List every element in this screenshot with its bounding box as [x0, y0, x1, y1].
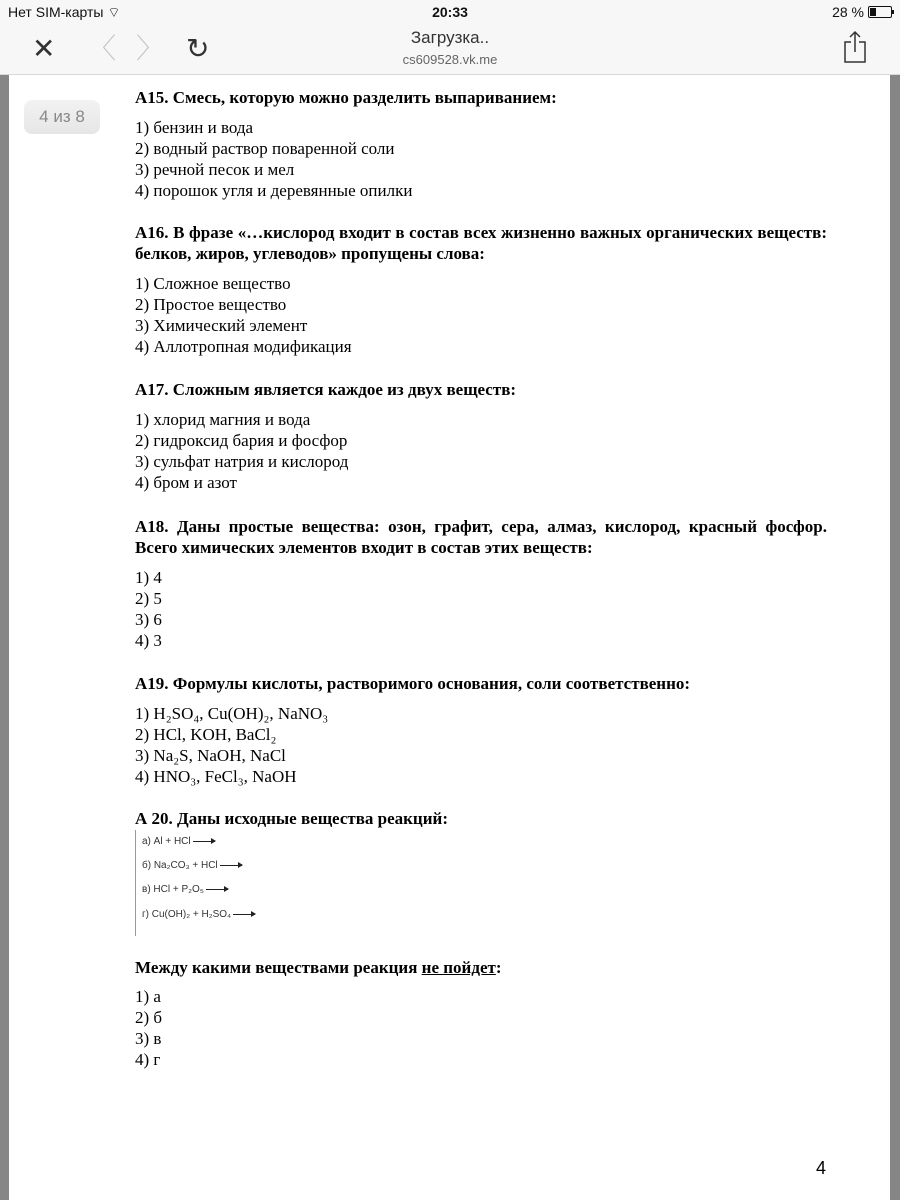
forward-icon[interactable]: 〉 [136, 33, 165, 64]
reaction-b: б) Na₂CO₃ + HCl [142, 860, 242, 871]
page-title: Загрузка.. [410, 28, 490, 47]
option: 2) б [135, 1008, 163, 1027]
option: 3) речной песок и мел [135, 160, 295, 179]
question-title: А19. Формулы кислоты, растворимого основания, соли соответственно: [135, 674, 691, 693]
reaction-g: г) Cu(OH)₂ + H₂SO₄ [142, 909, 255, 920]
share-icon[interactable] [843, 30, 867, 70]
address-url[interactable]: cs609528.vk.me [402, 52, 498, 67]
status-bar [0, 0, 900, 24]
question-title: А17. Сложным является каждое из двух веществ: [135, 380, 517, 399]
option: 4) Аллотропная модификация [135, 337, 352, 356]
battery-icon [868, 6, 892, 18]
option: 1) а [135, 987, 161, 1006]
battery-indicator: 28 % [832, 4, 892, 20]
question-options [135, 117, 827, 201]
option: 3) Na₂S, NaOH, NaCl [135, 746, 286, 765]
clock: 20:33 [432, 4, 468, 20]
reactions-image [135, 830, 286, 936]
option: 3) сульфат натрия и кислород [135, 452, 349, 471]
question-options [135, 273, 827, 357]
reaction-a: а) Al + HCl [142, 836, 215, 847]
arrow-icon [193, 841, 215, 842]
option: 4) порошок угля и деревянные опилки [135, 181, 413, 200]
question-title: А16. В фразе «…кислород входит в состав всех жизненно важных органических веществ: белков, жиров, углеводов» пропущены слова: [135, 223, 827, 263]
option: 3) в [135, 1029, 162, 1048]
question-title: А18. Даны простые вещества: озон, графит, сера, алмаз, кислород, красный фосфор. Всего химических элементов входит в состав этих веществ: [135, 517, 827, 557]
option: 1) Сложное вещество [135, 274, 291, 293]
wifi-icon: ⌔ [107, 4, 121, 20]
reaction-v: в) HCl + P₂O₅ [142, 884, 228, 895]
option: 1) H₂SO₄, Cu(OH)₂, NaNO₃ [135, 704, 329, 723]
option: 1) 4 [135, 568, 162, 587]
close-icon[interactable]: ✕ [32, 33, 56, 64]
option: 2) HCl, KOH, BaCl₂ [135, 725, 277, 744]
option: 3) Химический элемент [135, 316, 308, 335]
page-number: 4 [816, 1158, 827, 1178]
arrow-icon [233, 914, 255, 915]
question-options [135, 567, 827, 651]
option: 2) гидроксид бария и фосфор [135, 431, 348, 450]
option: 1) хлорид магния и вода [135, 410, 311, 429]
option: 1) бензин и вода [135, 118, 254, 137]
question-title: А15. Смесь, которую можно разделить выпариванием: [135, 88, 557, 107]
arrow-icon [206, 889, 228, 890]
question-a20-title: А 20. Даны исходные вещества реакций: [135, 809, 448, 828]
option: 4) г [135, 1050, 161, 1069]
question-a20-prompt: Между какими веществами реакция не пойдет: [135, 958, 502, 977]
back-icon[interactable]: 〈 [88, 33, 117, 64]
option: 4) бром и азот [135, 473, 237, 492]
question-a20-options [135, 986, 827, 1070]
reload-icon[interactable]: ↻ [186, 33, 210, 64]
arrow-icon [220, 865, 242, 866]
option: 4) 3 [135, 631, 162, 650]
browser-toolbar [0, 24, 900, 75]
question-options [135, 409, 827, 493]
option: 2) 5 [135, 589, 162, 608]
carrier-label: Нет SIM-карты ⌔ [8, 4, 121, 20]
page-indicator: 4 из 8 [24, 100, 100, 134]
option: 2) Простое вещество [135, 295, 287, 314]
option: 2) водный раствор поваренной соли [135, 139, 395, 158]
option: 3) 6 [135, 610, 162, 629]
option: 4) HNO₃, FeCl₃, NaOH [135, 767, 297, 786]
question-options [135, 703, 827, 787]
